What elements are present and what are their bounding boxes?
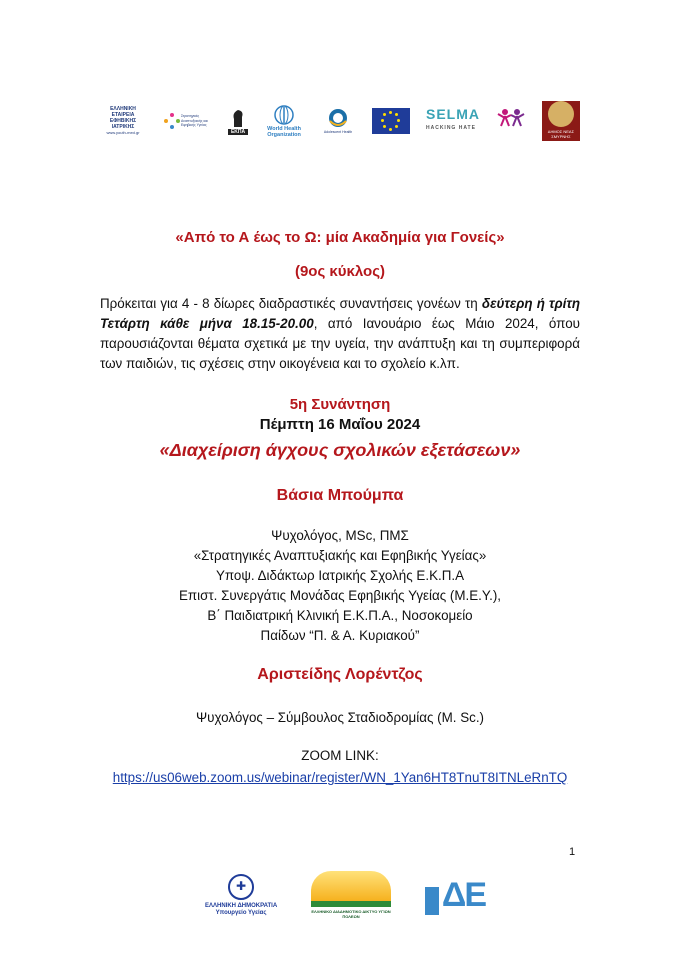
iaah-emblem-icon <box>327 107 349 129</box>
selma-logo: SELMA HACKING HATE <box>425 106 480 131</box>
who-logo: World Health Organization <box>264 104 304 138</box>
eu-flag-icon <box>372 108 410 134</box>
nea-smyrni-logo: ΔΗΜΟΣ ΝΕΑΣ ΣΜΥΡΝΗΣ <box>542 101 580 141</box>
sun-city-icon <box>311 871 391 901</box>
page-number: 1 <box>569 846 576 858</box>
athena-head-icon <box>230 107 246 129</box>
meeting-topic: «Διαχείριση άγχους σχολικών εξετάσεων» <box>159 440 521 460</box>
speaker-1-credentials: Ψυχολόγος, MSc, ΠΜΣ «Στρατηγικές Αναπτυξιακής και Εφηβικής Υγείας» Υποψ. Διδάκτωρ Ιατρικής Σχολής Ε.Κ.Π.Α Επιστ. Συνεργάτις Μονάδας Εφηβικής Υγείας (Μ.Ε.Υ.), Β΄ Παιδιατρική Κλινική Ε.Κ.Π.Α., Νοσοκομείο Παίδων “Π. & Α. Κυριακού” <box>178 528 502 643</box>
iaah-logo: Adolescent Health <box>320 107 356 135</box>
academy-title: «Από το Α έως το Ω: μία Ακαδημία για Γονείς» <box>175 229 505 246</box>
municipality-seal-icon <box>548 101 574 127</box>
ministry-of-health-logo: ✚ ΕΛΛΗΝΙΚΗ ΔΗΜΟΚΡΑΤΙΑ Υπουργείο Υγείας <box>205 874 277 917</box>
meeting-date: Πέμπτη 16 Μαΐου 2024 <box>259 416 421 433</box>
sponsor-logos-bottom <box>205 870 485 920</box>
healthy-cities-logo: ΕΛΛΗΝΙΚΟ ΔΙΑΔΗΜΟΤΙΚΟ ΔΙΚΤΥΟ ΥΓΙΩΝ ΠΟΛΕΩΝ <box>311 871 391 919</box>
who-emblem-icon <box>273 104 295 126</box>
ekpa-logo: ΕΚΠΑ <box>228 107 248 135</box>
dancing-figures-logo <box>496 106 526 136</box>
speaker-2-name: Αριστείδης Λορέντζος <box>257 666 423 683</box>
greek-emblem-icon: ✚ <box>228 874 254 900</box>
zoom-label: ZOOM LINK: <box>301 748 379 763</box>
zoom-link[interactable]: https://us06web.zoom.us/webinar/register/WN_1Yan6HT8TnuT8ITNLeRnTQ <box>112 770 568 785</box>
speaker-1-name: Βάσια Μπούμπα <box>276 487 404 504</box>
intro-paragraph: Πρόκειται για 4 - 8 δίωρες διαδραστικές συναντήσεις γονέων τη δεύτερη ή τρίτη Τετάρτη κάθε μήνα 18.15-20.00, από Ιανουάριο έως Μάιο 2024, όπου παρουσιάζονται θέματα σχετικά με την υγεία, την ανάπτυξη και τη συμπεριφορά των παιδιών, τις σχέσεις στην οικογένεια και το σχολείο κ.λπ. <box>100 296 580 371</box>
sponsor-logos-top <box>100 96 580 146</box>
building-icon <box>425 887 439 915</box>
circle-people-icon <box>163 112 181 130</box>
eeei-logo: ΕΛΛΗΝΙΚΗ ΕΤΑΙΡΕΙΑ ΕΦΗΒΙΚΗΣ ΙΑΤΡΙΚΗΣ www.youth-med.gr <box>106 106 140 135</box>
cycle-label: (9ος κύκλος) <box>294 263 386 280</box>
strategies-logo: Στρατηγικές Αναπτυξιακής και Εφηβικής Υγείας <box>162 112 212 130</box>
speaker-2-credentials: Ψυχολόγος – Σύμβουλος Σταδιοδρομίας (M. Sc.) <box>195 710 485 725</box>
ade-logo: ΔΕ <box>425 876 485 915</box>
meeting-number: 5η Συνάντηση <box>289 396 391 413</box>
